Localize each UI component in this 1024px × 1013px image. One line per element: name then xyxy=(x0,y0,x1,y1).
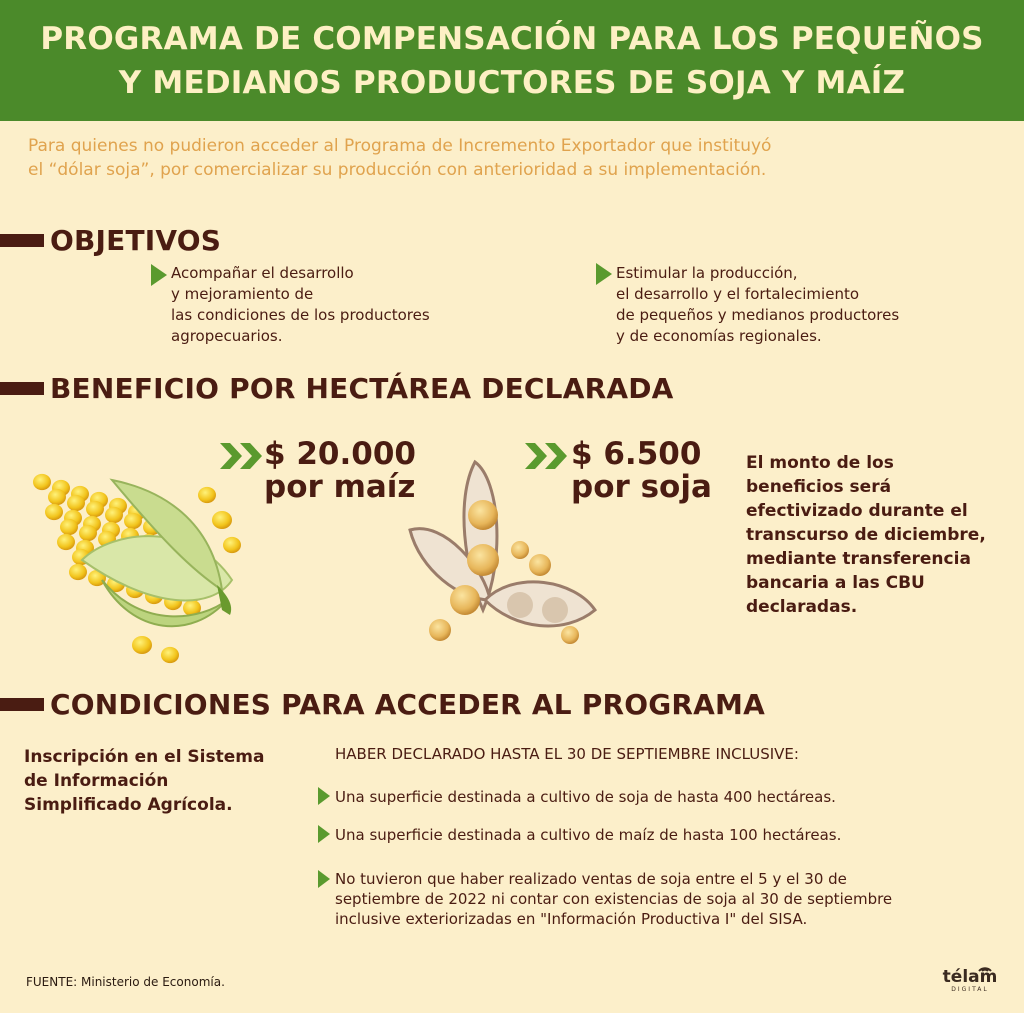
soy-bean xyxy=(511,541,529,559)
double-chevron-icon xyxy=(220,441,264,471)
cond-item-line: Una superficie destinada a cultivo de maíz de hasta 100 hectáreas. xyxy=(335,826,842,844)
corn-illustration xyxy=(22,460,262,670)
objetivo-1-line: Acompañar el desarrollo xyxy=(171,264,354,282)
cond-item-line: inclusive exteriorizadas en "Información Productiva I" del SISA. xyxy=(335,910,808,928)
maiz-amount xyxy=(264,438,416,504)
soja-amount xyxy=(571,438,712,504)
corn-kernel xyxy=(79,525,97,541)
beneficio-note xyxy=(746,451,1016,619)
header-banner xyxy=(0,0,1024,121)
bullet-triangle-icon xyxy=(151,264,167,286)
section-title-condiciones: CONDICIONES PARA ACCEDER AL PROGRAMA xyxy=(50,687,765,721)
soy-bean xyxy=(529,554,551,576)
soja-amount-label: por soja xyxy=(571,469,712,505)
section-objetivos xyxy=(0,222,221,258)
corn-kernel xyxy=(198,487,216,503)
soy-empty-seat xyxy=(507,592,533,618)
section-beneficio xyxy=(0,370,674,406)
section-condiciones xyxy=(0,686,765,722)
section-bar xyxy=(0,234,44,247)
condicion-heading: HABER DECLARADO HASTA EL 30 DE SEPTIEMBRE INCLUSIVE: xyxy=(335,745,799,763)
objetivo-item-1 xyxy=(171,263,501,347)
intro-line2: el “dólar soja”, por comercializar su producción con anterioridad a su implementación. xyxy=(28,160,767,180)
objetivo-2-line: el desarrollo y el fortalecimiento xyxy=(616,285,860,303)
corn-kernel xyxy=(212,511,232,529)
corn-kernel xyxy=(86,501,104,517)
bullet-triangle-icon xyxy=(596,263,612,285)
corn-kernel xyxy=(223,537,241,553)
note-line: bancaria a las CBU xyxy=(746,573,925,593)
cond-item-line: Una superficie destinada a cultivo de soja de hasta 400 hectáreas. xyxy=(335,788,836,806)
section-bar xyxy=(0,698,44,711)
logo-subtext: DIGITAL xyxy=(951,986,989,993)
corn-kernel xyxy=(33,474,51,490)
footer-source: FUENTE: Ministerio de Economía. xyxy=(26,975,225,989)
cond-left-line: Inscripción en el Sistema xyxy=(24,747,265,767)
cond-item-line: septiembre de 2022 ni contar con existencias de soja al 30 de septiembre xyxy=(335,890,893,908)
bullet-triangle-icon xyxy=(318,825,330,843)
soja-amount-value: $ 6.500 xyxy=(571,436,702,472)
corn-kernel xyxy=(57,534,75,550)
telam-logo xyxy=(937,968,1003,993)
bullet-triangle-icon xyxy=(318,787,330,805)
objetivo-item-2 xyxy=(616,263,976,347)
corn-kernel xyxy=(105,507,123,523)
soy-pod xyxy=(485,582,595,626)
logo-text: télam xyxy=(942,967,998,987)
soy-bean xyxy=(561,626,579,644)
soy-bean xyxy=(429,619,451,641)
condicion-item-3 xyxy=(335,869,1015,929)
cond-item-line: No tuvieron que haber realizado ventas de soja entre el 5 y el 30 de xyxy=(335,870,847,888)
bullet-triangle-icon xyxy=(318,870,330,888)
condicion-item-2 xyxy=(335,825,1015,845)
corn-kernel xyxy=(161,647,179,663)
soy-empty-seat xyxy=(542,597,568,623)
objetivo-2-line: Estimular la producción, xyxy=(616,264,798,282)
corn-kernel xyxy=(69,564,87,580)
double-chevron-icon xyxy=(525,441,569,471)
condicion-item-1 xyxy=(335,787,1015,807)
soy-bean xyxy=(468,500,498,530)
header-title-line1: PROGRAMA DE COMPENSACIÓN PARA LOS PEQUEÑOS xyxy=(40,20,984,57)
cond-left-line: Simplificado Agrícola. xyxy=(24,795,233,815)
section-title-objetivos: OBJETIVOS xyxy=(50,223,222,257)
objetivo-1-line: las condiciones de los productores xyxy=(171,306,430,324)
soy-bean xyxy=(467,544,499,576)
maiz-amount-value: $ 20.000 xyxy=(264,436,416,472)
header-title-line2: Y MEDIANOS PRODUCTORES DE SOJA Y MAÍZ xyxy=(118,64,906,101)
corn-kernel xyxy=(67,495,85,511)
objetivo-1-line: y mejoramiento de xyxy=(171,285,314,303)
note-line: transcurso de diciembre, xyxy=(746,525,986,545)
section-title-beneficio: BENEFICIO POR HECTÁREA DECLARADA xyxy=(50,371,674,405)
intro-text xyxy=(28,134,988,182)
intro-line1: Para quienes no pudieron acceder al Programa de Incremento Exportador que instituyó xyxy=(28,136,772,156)
objetivo-2-line: de pequeños y medianos productores xyxy=(616,306,900,324)
note-line: mediante transferencia xyxy=(746,549,971,569)
note-line: El monto de los xyxy=(746,453,894,473)
condicion-inscripcion xyxy=(24,745,304,817)
corn-kernel xyxy=(124,513,142,529)
corn-kernel xyxy=(48,489,66,505)
soy-bean xyxy=(450,585,480,615)
section-bar xyxy=(0,382,44,395)
corn-kernel xyxy=(60,519,78,535)
note-line: efectivizado durante el xyxy=(746,501,968,521)
corn-kernel xyxy=(45,504,63,520)
cond-left-line: de Información xyxy=(24,771,169,791)
objetivo-1-line: agropecuarios. xyxy=(171,327,283,345)
note-line: declaradas. xyxy=(746,597,858,617)
corn-kernel xyxy=(132,636,152,654)
maiz-amount-label: por maíz xyxy=(264,469,416,505)
note-line: beneficios será xyxy=(746,477,892,497)
signal-icon xyxy=(977,964,1001,972)
objetivo-2-line: y de economías regionales. xyxy=(616,327,822,345)
